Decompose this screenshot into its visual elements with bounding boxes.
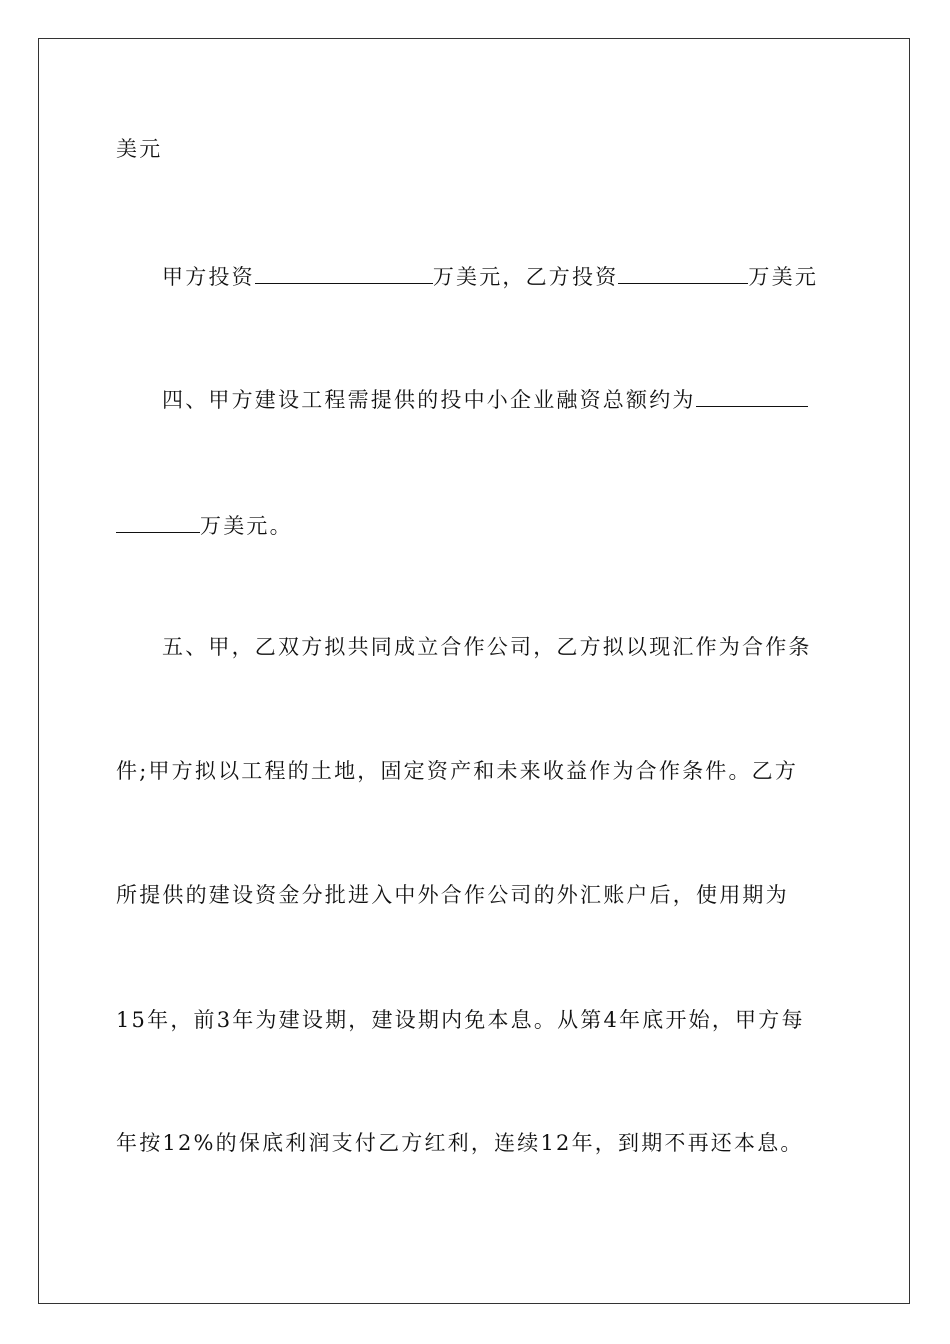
- fill-blank: [696, 384, 808, 407]
- text-fragment: 万美元: [748, 265, 819, 289]
- text-fragment: 件;甲方拟以工程的土地，固定资产和未来收益作为合作条件。乙方: [116, 759, 799, 783]
- text-line-7: [116, 881, 832, 909]
- text-line-9: [116, 1129, 832, 1157]
- text-fragment: 五、甲，乙双方拟共同成立合作公司，乙方拟以现汇作为合作条: [162, 635, 812, 659]
- text-fragment: 万美元。: [200, 514, 293, 538]
- text-fragment: 15年，前3年为建设期，建设期内免本息。从第4年底开始，甲方每: [116, 1008, 805, 1032]
- page-border: [38, 38, 910, 1304]
- text-line-4: [116, 510, 832, 540]
- text-fragment: 万美元，乙方投资: [432, 265, 619, 289]
- fill-blank: [618, 261, 748, 284]
- text-fragment: 四、甲方建设工程需提供的投中小企业融资总额约为: [162, 388, 696, 412]
- text-fragment: 甲方投资: [162, 265, 255, 289]
- text-line-5: [162, 633, 832, 661]
- fill-blank: [116, 510, 200, 533]
- text-line-6: [116, 757, 832, 785]
- text-line-1: [116, 135, 832, 163]
- text-fragment: 美元: [116, 137, 163, 161]
- text-line-8: [116, 1006, 832, 1034]
- text-fragment: 所提供的建设资金分批进入中外合作公司的外汇账户后，使用期为: [116, 883, 789, 907]
- text-fragment: 年按12%的保底利润支付乙方红利，连续12年，到期不再还本息。: [116, 1131, 804, 1155]
- fill-blank: [255, 261, 433, 284]
- text-line-3: [162, 384, 832, 414]
- text-line-2: [162, 261, 832, 291]
